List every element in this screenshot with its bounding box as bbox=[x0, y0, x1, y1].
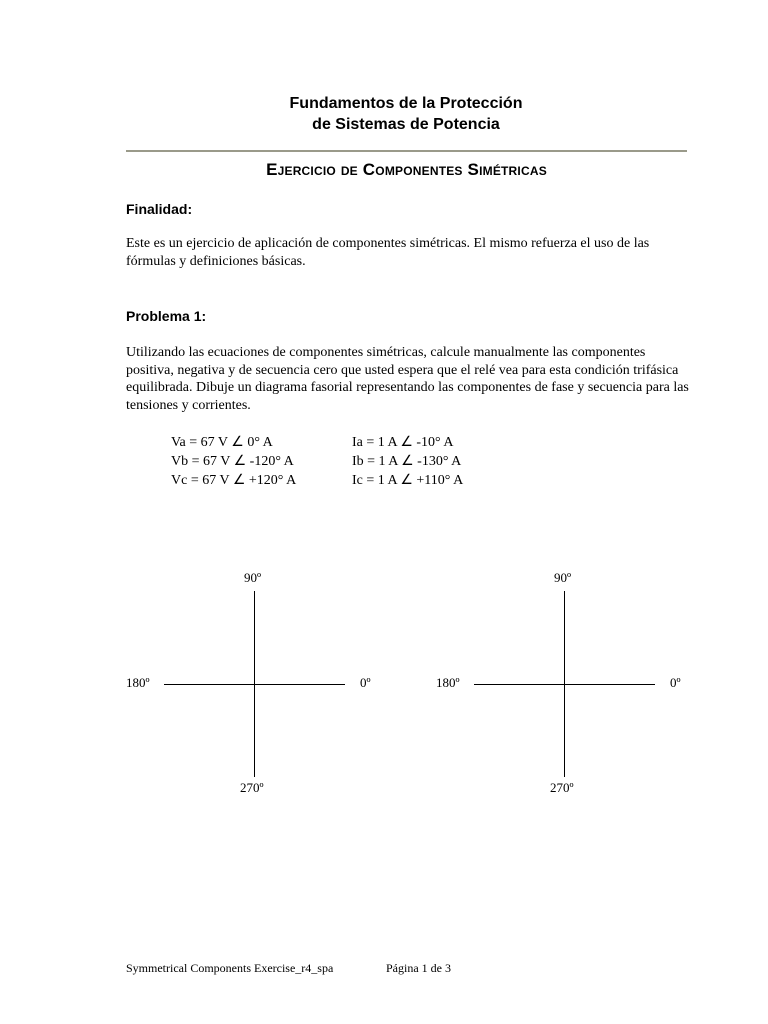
vertical-axis bbox=[564, 591, 565, 777]
voltage-vc: Vc = 67 V ∠ +120° A bbox=[171, 473, 297, 488]
header-divider bbox=[126, 150, 687, 152]
current-ia: Ia = 1 A ∠ -10° A bbox=[352, 435, 454, 450]
axis-label-0: 0º bbox=[670, 675, 681, 690]
axis-label-0: 0º bbox=[360, 675, 371, 690]
problema-1-paragraph: Utilizando las ecuaciones de componentes simétricas, calcule manualmente las componentes positiva, negativa y de secuencia cero que usted espera que el relé vea para esta condición trifásica equilibrada. Dibuje un diagrama fasorial representando las componentes de fase y secuencia para las tensiones y corrientes. bbox=[126, 345, 689, 413]
finalidad-paragraph: Este es un ejercicio de aplicación de componentes simétricas. El mismo refuerza el uso de las fórmulas y definiciones básicas. bbox=[126, 236, 650, 269]
phasor-diagram-left bbox=[120, 565, 371, 805]
current-ib: Ib = 1 A ∠ -130° A bbox=[352, 454, 462, 469]
footer-document-name: Symmetrical Components Exercise_r4_spa bbox=[126, 961, 334, 975]
axis-label-180: 180º bbox=[126, 675, 150, 690]
finalidad-label: Finalidad: bbox=[126, 201, 193, 217]
axis-label-270: 270º bbox=[240, 780, 264, 795]
axis-label-270: 270º bbox=[550, 780, 574, 795]
phasor-diagram-right bbox=[430, 565, 681, 805]
axis-label-90: 90º bbox=[554, 570, 572, 585]
document-title-line-2: de Sistemas de Potencia bbox=[312, 116, 500, 133]
voltage-va: Va = 67 V ∠ 0° A bbox=[171, 435, 273, 450]
axis-label-90: 90º bbox=[244, 570, 262, 585]
axis-label-180: 180º bbox=[436, 675, 460, 690]
voltage-vb: Vb = 67 V ∠ -120° A bbox=[171, 454, 294, 469]
document-title-line-1: Fundamentos de la Protección bbox=[289, 95, 523, 112]
footer-page-number: Página 1 de 3 bbox=[386, 961, 451, 975]
section-heading: Ejercicio de Componentes Simétricas bbox=[266, 160, 547, 179]
vertical-axis bbox=[254, 591, 255, 777]
problema-1-label: Problema 1: bbox=[126, 308, 207, 324]
current-ic: Ic = 1 A ∠ +110° A bbox=[352, 473, 464, 488]
